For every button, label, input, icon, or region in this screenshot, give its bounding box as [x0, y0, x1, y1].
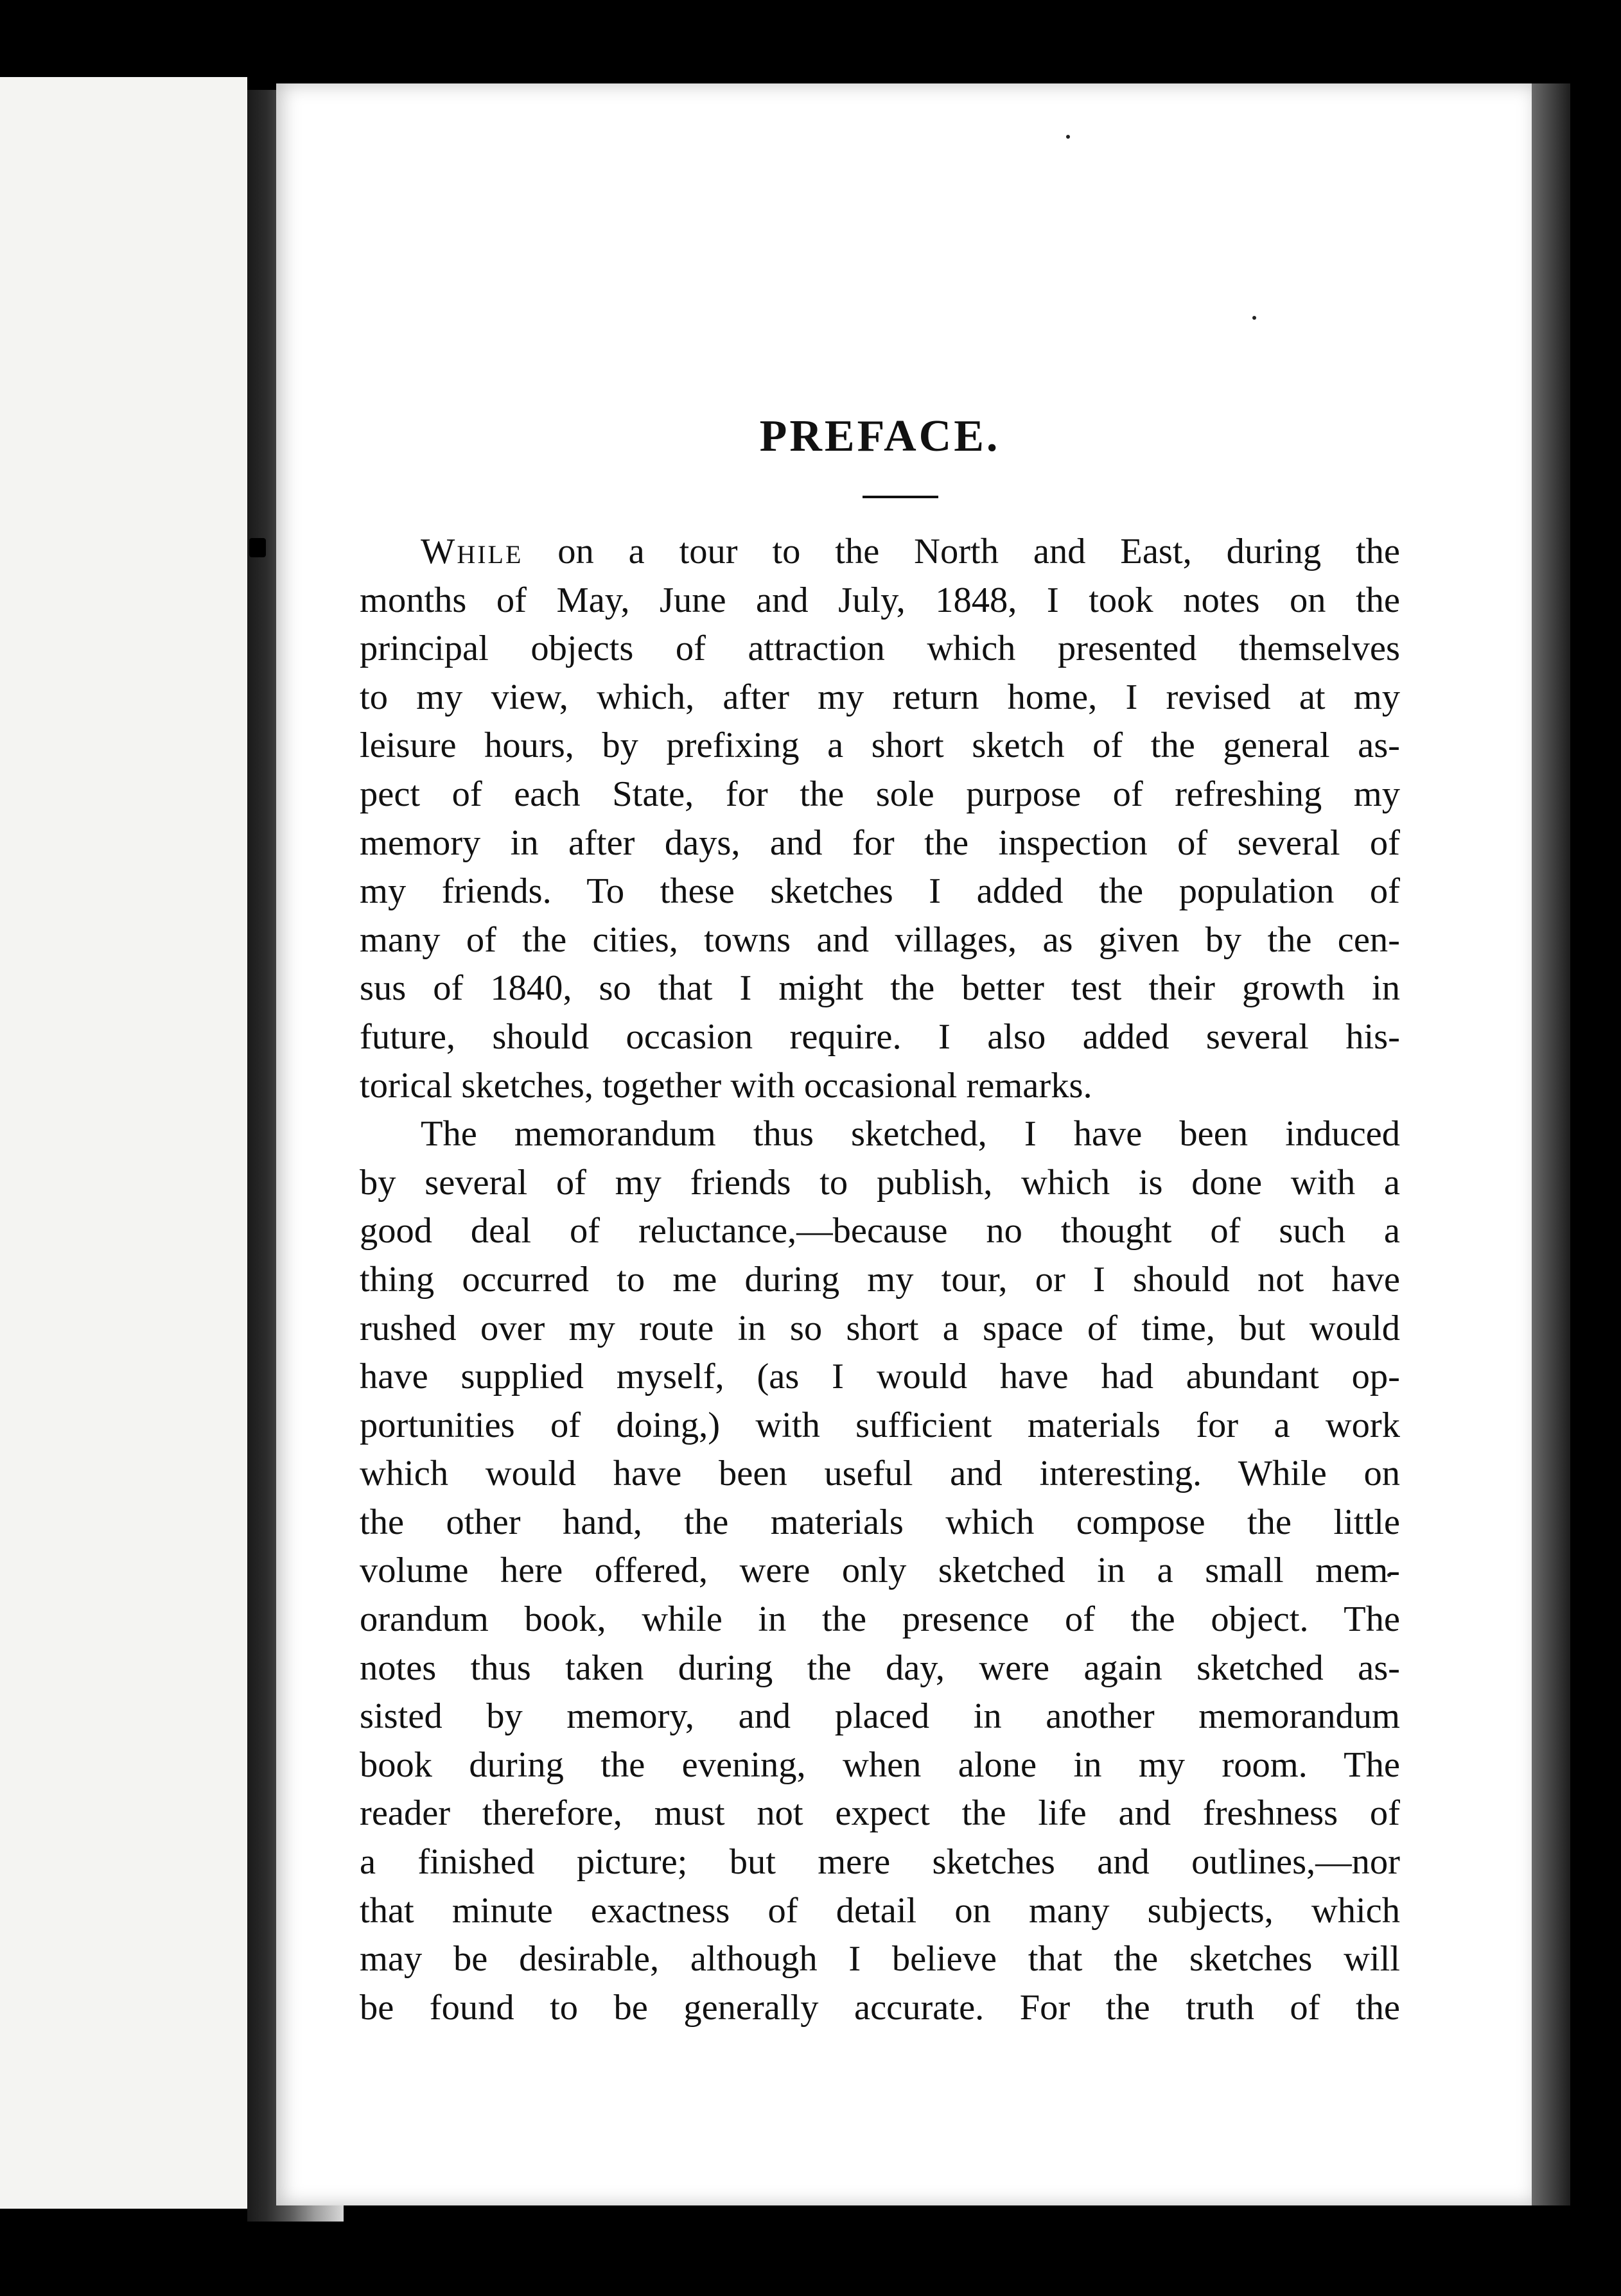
text-line: portunities of doing,) with sufficient materials for a work [360, 1405, 1400, 1445]
line-text: on a tour to the North and East, during the [523, 532, 1400, 571]
text-line: The memorandum thus sketched, I have been induced [421, 1114, 1400, 1154]
text-line: be found to be generally accurate. For the truth of the [360, 1987, 1400, 2028]
text-line: which would have been useful and interesting. While on [360, 1454, 1400, 1494]
text-line: a finished picture; but mere sketches and outlines,—nor [360, 1842, 1400, 1883]
text-line: book during the evening, when alone in my room. The [360, 1744, 1400, 1785]
text-line: the other hand, the materials which compose the little [360, 1502, 1400, 1542]
text-line: torical sketches, together with occasional remarks. [360, 1065, 1092, 1106]
preface-text-block [360, 411, 1400, 2032]
text-line: notes thus taken during the day, were again sketched as- [360, 1648, 1400, 1688]
text-line: my friends. To these sketches I added the population of [360, 871, 1400, 912]
text-line: to my view, which, after my return home, I revised at my [360, 677, 1400, 717]
text-line: volume here offered, were only sketched in a small mem- [360, 1551, 1400, 1591]
text-line: have supplied myself, (as I would have had abundant op- [360, 1357, 1400, 1397]
text-line: by several of my friends to publish, which is done with a [360, 1162, 1400, 1203]
text-line: memory in after days, and for the inspection of several of [360, 822, 1400, 863]
text-line: pect of each State, for the sole purpose of refreshing my [360, 774, 1400, 814]
text-line: that minute exactness of detail on many subjects, which [360, 1890, 1400, 1931]
text-line: many of the cities, towns and villages, as given by the cen- [360, 919, 1400, 960]
previous-page-edge [0, 77, 247, 2209]
text-line: rushed over my route in so short a space of time, but would [360, 1308, 1400, 1348]
speck [1252, 316, 1256, 320]
text-line: sisted by memory, and placed in another memorandum [360, 1696, 1400, 1737]
lead-word: While [421, 532, 523, 571]
text-line: future, should occasion require. I also added several his- [360, 1016, 1400, 1057]
text-line: good deal of reluctance,—because no thought of such a [360, 1211, 1400, 1251]
title-rule [863, 496, 938, 498]
text-line [360, 528, 1400, 577]
page-title: PREFACE. [759, 412, 1001, 461]
text-line: thing occurred to me during my tour, or I should not have [360, 1259, 1400, 1300]
right-page-edge [1532, 83, 1570, 2205]
text-line: leisure hours, by prefixing a short sketch of the general as- [360, 726, 1400, 766]
speck [1066, 135, 1070, 139]
gutter-mark [249, 538, 266, 557]
text-line: principal objects of attraction which presented themselves [360, 629, 1400, 669]
text-line: reader therefore, must not expect the life and freshness of [360, 1793, 1400, 1834]
text-line: orandum book, while in the presence of the object. The [360, 1599, 1400, 1640]
text-line: months of May, June and July, 1848, I took notes on the [360, 580, 1400, 620]
text-line: sus of 1840, so that I might the better test their growth in [360, 968, 1400, 1009]
text-line: may be desirable, although I believe that the sketches will [360, 1939, 1400, 1979]
